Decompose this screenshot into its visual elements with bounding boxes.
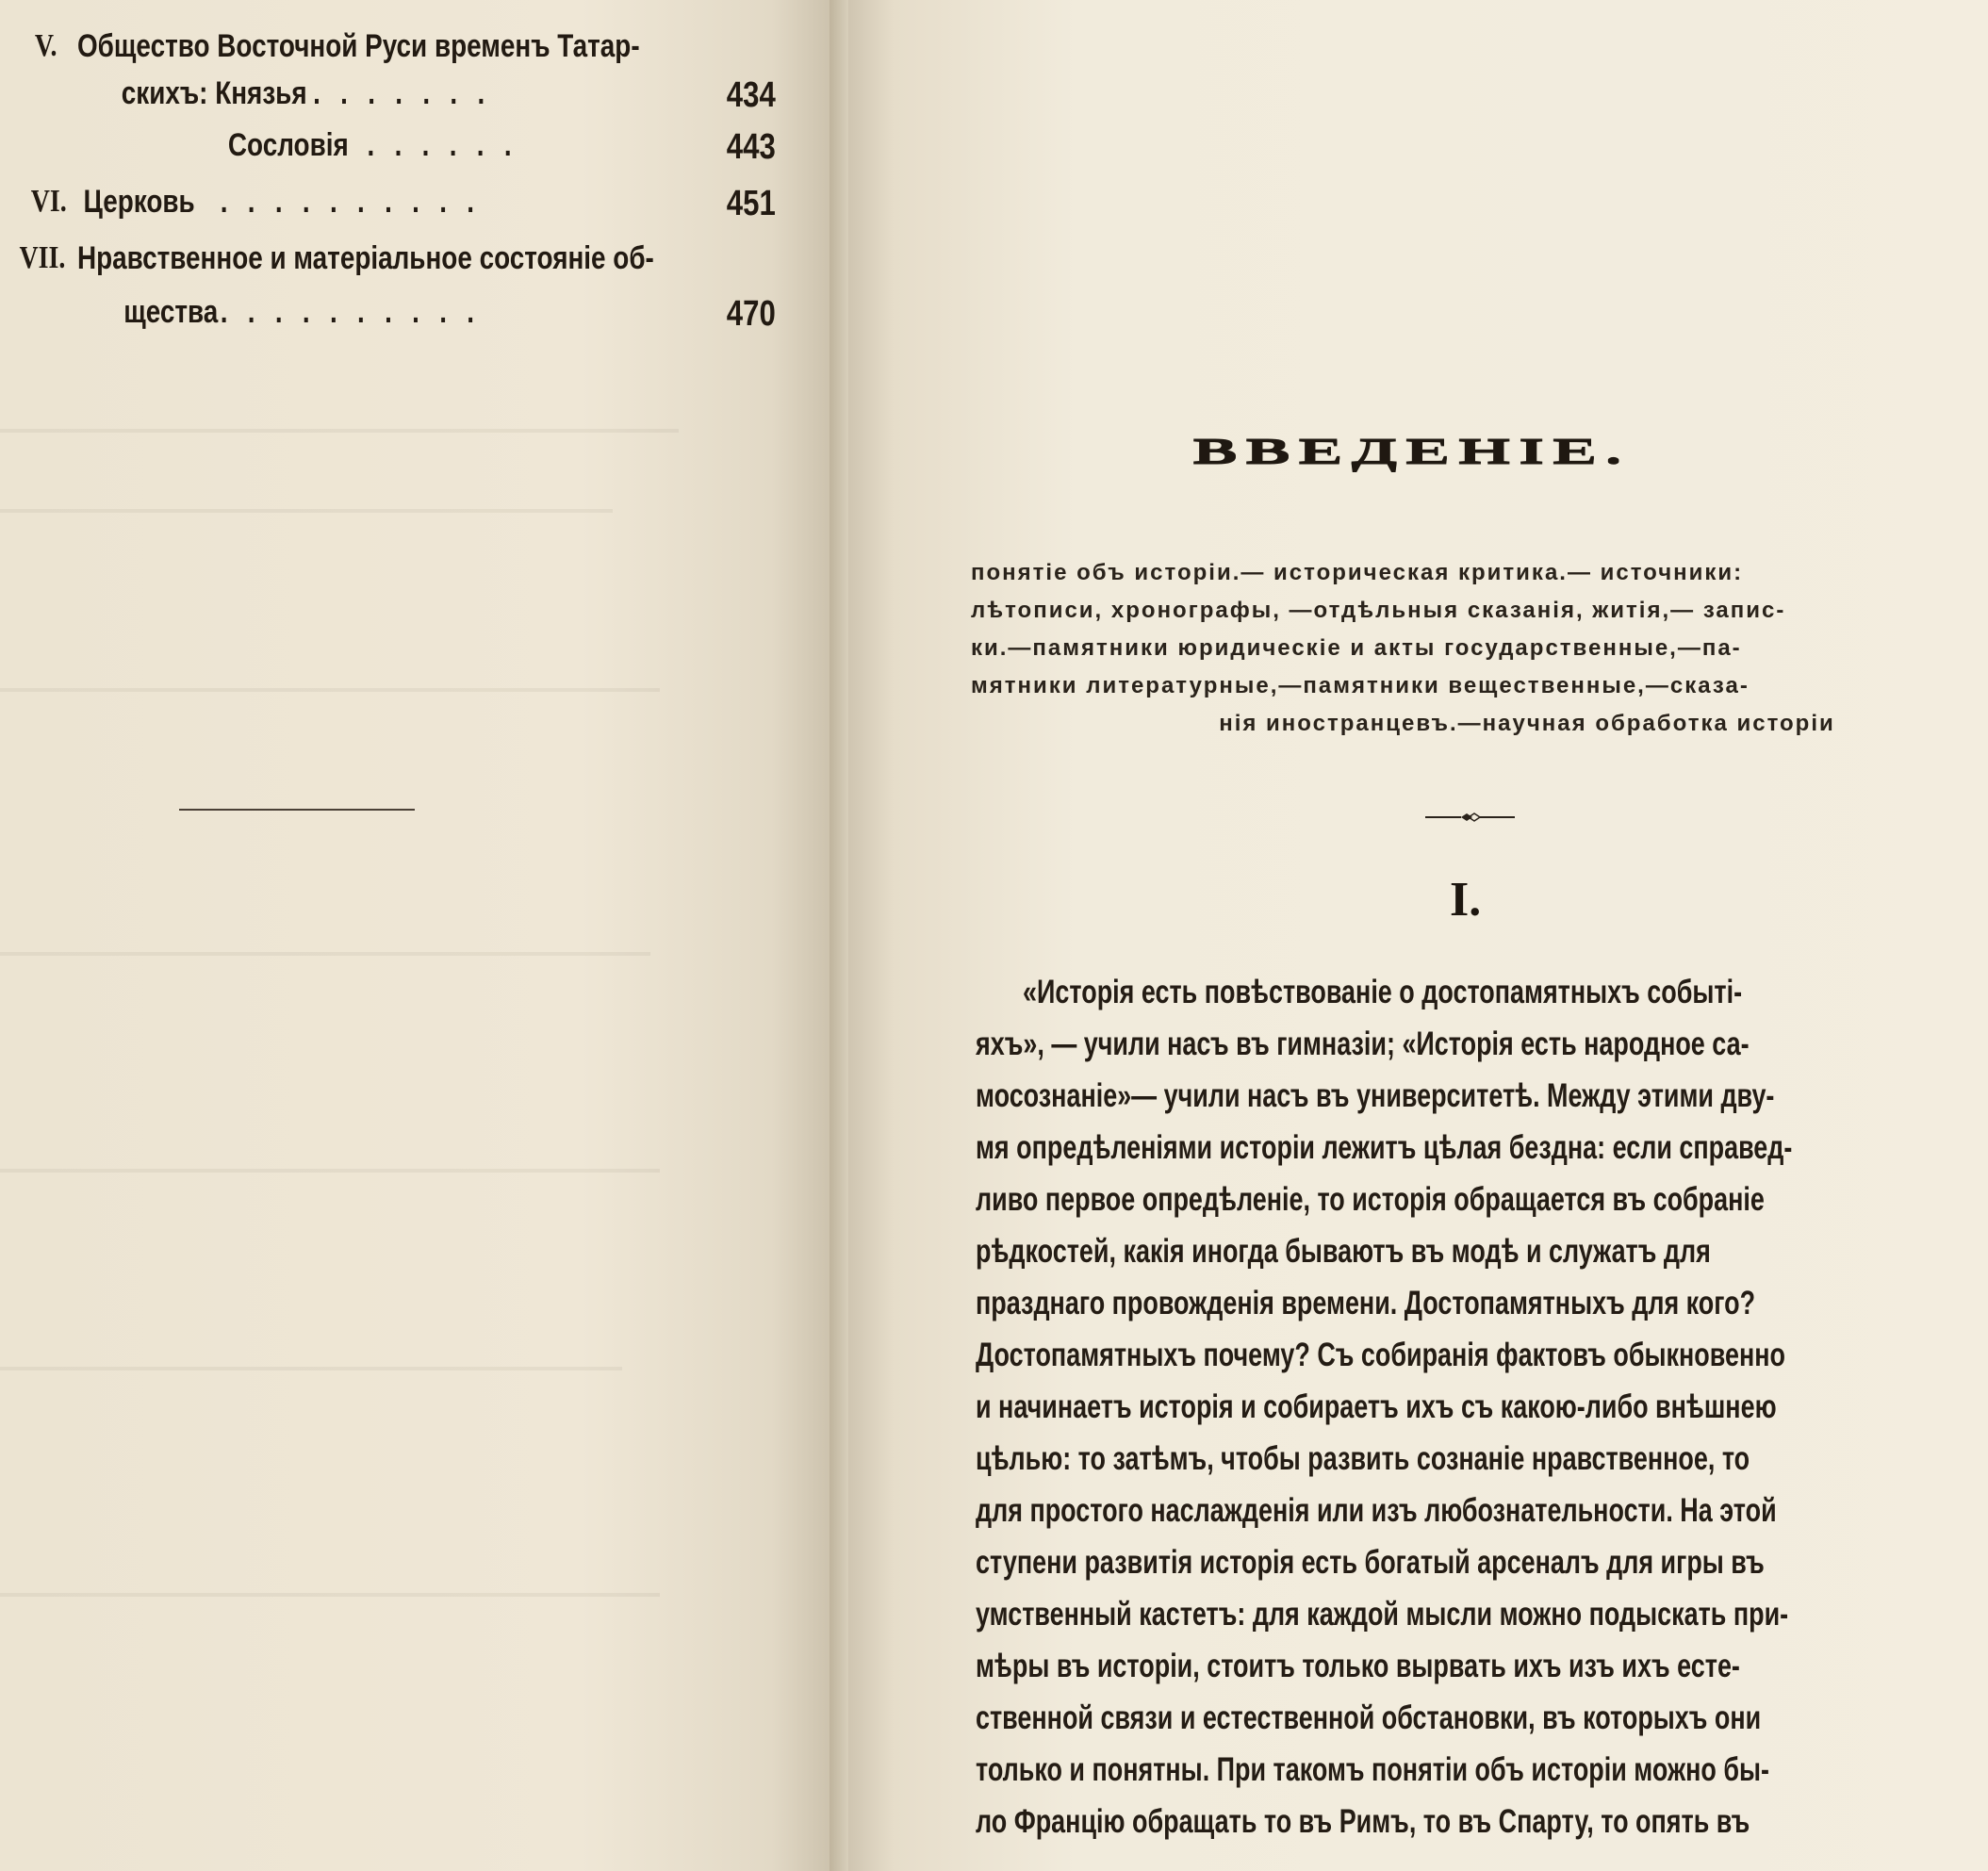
toc-title: Церковь bbox=[83, 184, 195, 220]
body-line: яхъ», — учили насъ въ гимназіи; «Исторія есть народное са- bbox=[976, 1026, 1750, 1062]
chapter-summary bbox=[971, 554, 1961, 743]
toc-entry-vi bbox=[0, 184, 776, 240]
body-line: празднаго провожденія времени. Достопамятныхъ для кого? bbox=[976, 1285, 1756, 1321]
toc-page-number: 434 bbox=[726, 75, 776, 115]
body-line: умственный кастетъ: для каждой мысли можно подыскать при- bbox=[976, 1596, 1789, 1633]
show-through-line bbox=[0, 952, 650, 956]
summary-line: лѣтописи, хронографы, —отдѣльныя сказанія, житія,— запис- bbox=[971, 598, 1786, 623]
toc-leader-dots: ...... bbox=[367, 127, 532, 163]
body-line: Достопамятныхъ почему? Съ собиранія фактовъ обыкновенно bbox=[976, 1337, 1785, 1373]
body-line: и начинаетъ исторія и собираетъ ихъ съ какою-либо внѣшнею bbox=[976, 1388, 1777, 1425]
body-line: ливо первое опредѣленіе, то исторія обращается въ собраніе bbox=[976, 1181, 1765, 1218]
show-through-line bbox=[0, 1593, 660, 1597]
show-through-line bbox=[0, 1169, 660, 1173]
summary-line: мятники литературные,—памятники вещественные,—сказа- bbox=[971, 673, 1750, 698]
body-text bbox=[976, 966, 1956, 1847]
toc-entry-sosloviya bbox=[0, 127, 776, 184]
show-through-line bbox=[0, 509, 613, 513]
toc-entry-obshchestva bbox=[0, 294, 776, 351]
book-gutter bbox=[830, 0, 848, 1871]
toc-title: щества bbox=[123, 294, 219, 330]
toc-number: VI. bbox=[30, 184, 67, 219]
body-line: «Исторія есть повѣствованіе о достопамятныхъ событі- bbox=[1023, 974, 1743, 1010]
toc-leader-dots: ....... bbox=[313, 75, 505, 111]
toc-number: V. bbox=[34, 28, 58, 63]
summary-line: понятіе объ исторіи.— историческая критика.— источники: bbox=[971, 560, 1744, 585]
body-line: для простого наслажденія или изъ любознательности. На этой bbox=[976, 1492, 1777, 1529]
toc-title: Нравственное и матеріальное состояніе об- bbox=[77, 240, 654, 276]
toc-page-number: 443 bbox=[726, 127, 776, 167]
body-line: мѣры въ исторіи, стоитъ только вырвать ихъ изъ ихъ есте- bbox=[976, 1648, 1740, 1684]
body-line: ло Францію обращать то въ Римъ, то въ Спарту, то опять въ bbox=[976, 1803, 1750, 1840]
body-line: ступени развитія исторія есть богатый арсеналъ для игры въ bbox=[976, 1544, 1765, 1581]
toc-page-number: 451 bbox=[726, 184, 776, 223]
toc-title: Сословія bbox=[227, 127, 349, 163]
chapter-title: ВВЕДЕНІЕ. bbox=[1192, 429, 1630, 471]
toc-entry-knyazya bbox=[0, 75, 776, 132]
toc-number: VII. bbox=[19, 240, 66, 275]
toc-leader-dots: .......... bbox=[220, 184, 495, 220]
toc-leader-dots: .......... bbox=[220, 294, 495, 330]
toc-title: скихъ: Князья bbox=[121, 75, 307, 111]
toc-entry-vii bbox=[0, 240, 681, 297]
body-line: рѣдкостей, какія иногда бываютъ въ модѣ и служатъ для bbox=[976, 1233, 1711, 1270]
show-through-line bbox=[0, 429, 679, 433]
show-through-line bbox=[0, 688, 660, 692]
body-line: только и понятны. При такомъ понятіи объ исторіи можно бы- bbox=[976, 1751, 1769, 1788]
section-number: I. bbox=[1450, 873, 1482, 927]
toc-page-number: 470 bbox=[726, 294, 776, 334]
toc-title: Общество Восточной Руси временъ Татар- bbox=[77, 28, 640, 64]
toc-end-rule bbox=[179, 809, 415, 811]
show-through-line bbox=[0, 1367, 622, 1370]
body-line: мя опредѣленіями исторіи лежитъ цѣлая бездна: если справед- bbox=[976, 1129, 1793, 1166]
summary-line: ки.—памятники юридическіе и акты государственные,—па- bbox=[971, 635, 1742, 661]
ornament-divider bbox=[1425, 811, 1515, 824]
body-line: мосознаніе»— учили насъ въ университетѣ. Между этими дву- bbox=[976, 1077, 1775, 1114]
body-line: цѣлью: то затѣмъ, чтобы развить сознаніе нравственное, то bbox=[976, 1440, 1750, 1477]
body-line: ственной связи и естественной обстановки, въ которыхъ они bbox=[976, 1699, 1762, 1736]
summary-line: нія иностранцевъ.—научная обработка исторіи bbox=[1219, 711, 1835, 736]
